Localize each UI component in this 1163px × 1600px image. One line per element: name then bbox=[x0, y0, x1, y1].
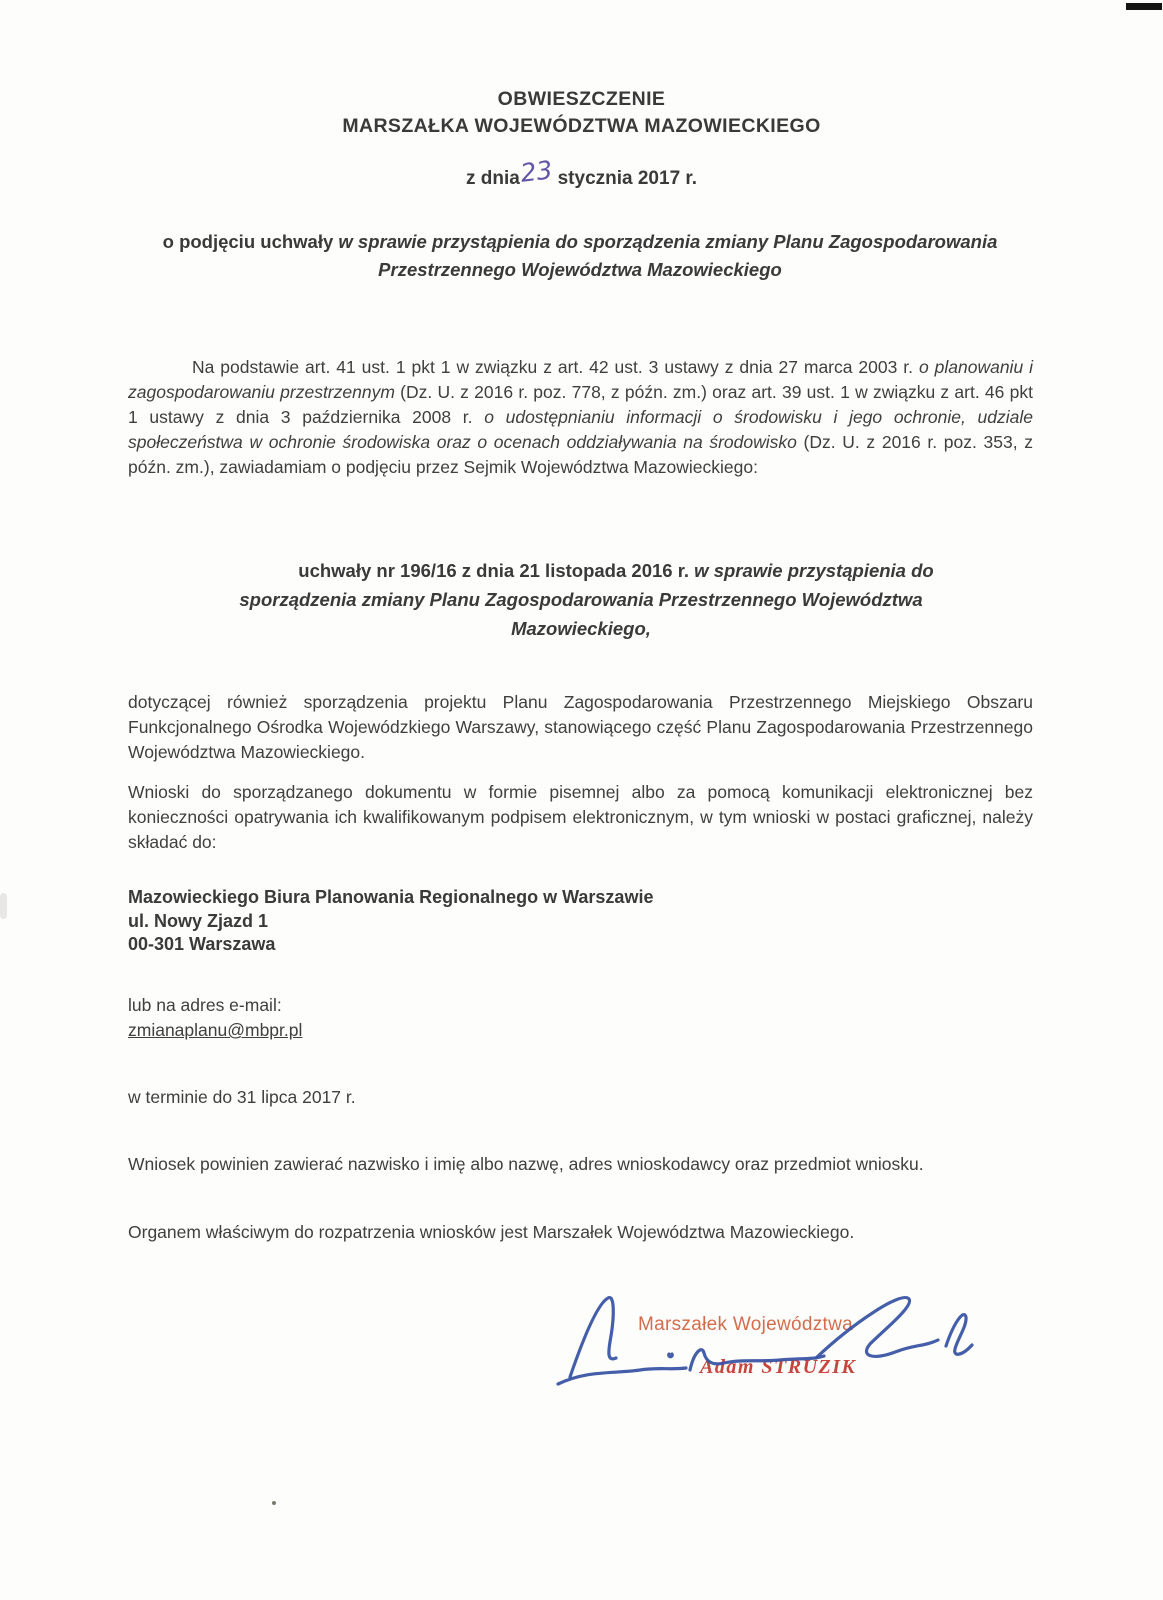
document-date-line bbox=[0, 155, 1163, 190]
resolution-regular-part: uchwały nr 196/16 z dnia 21 listopada 2016 r. bbox=[298, 560, 695, 581]
recipient-address-line1: Mazowieckiego Biura Planowania Regionalnego w Warszawie bbox=[128, 887, 654, 907]
handwritten-day: 23 bbox=[518, 155, 554, 188]
legal-basis-seg5: (Dz. U. z 2016 r. poz. 353, z późn. zm.), zawiadamiam o podjęciu przez Sejmik Województwa Mazowieckiego: bbox=[128, 432, 1034, 477]
legal-basis-paragraph bbox=[128, 355, 1033, 480]
recipient-address-block bbox=[128, 886, 653, 957]
email-address: zmianaplanu@mbpr.pl bbox=[128, 1020, 303, 1040]
resolution-italic-part: w sprawie przystąpienia do sporządzenia zmiany Planu Zagospodarowania Przestrzennego Województwa Mazowieckiego, bbox=[239, 560, 934, 639]
authority-line: Organem właściwym do rozpatrzenia wniosków jest Marszałek Województwa Mazowieckiego. bbox=[128, 1222, 855, 1242]
deadline-line: w terminie do 31 lipca 2017 r. bbox=[128, 1087, 356, 1107]
subject-italic-part: w sprawie przystąpienia do sporządzenia zmiany Planu Zagospodarowania Przestrzennego Województwa Mazowieckiego bbox=[338, 231, 998, 280]
date-suffix: stycznia 2017 r. bbox=[557, 168, 698, 189]
legal-basis-law1-title: o planowaniu i zagospodarowaniu przestrzennym bbox=[128, 357, 1034, 402]
resolution-heading bbox=[168, 556, 994, 643]
scope-paragraph: dotyczącej również sporządzenia projektu Planu Zagospodarowania Przestrzennego Miejskiego Obszaru Funkcjonalnego Ośrodka Wojewódzkiego Warszawy, stanowiącego część Planu Zagospodarowania Przestrzennego Województwa Mazowieckiego. bbox=[128, 692, 1033, 762]
signer-name: Adam STRUZIK bbox=[700, 1356, 857, 1378]
scan-artifact-smudge bbox=[0, 893, 7, 919]
legal-basis-seg1: Na podstawie art. 41 ust. 1 pkt 1 w związku z art. 42 ust. 3 ustawy z dnia 27 marca 2003 r. bbox=[192, 357, 919, 377]
recipient-address-line2: ul. Nowy Zjazd 1 bbox=[128, 910, 269, 931]
scan-artifact-dot bbox=[272, 1501, 276, 1505]
email-label: lub na adres e-mail: bbox=[128, 995, 282, 1015]
stamp-title: Marszałek Województwa bbox=[638, 1314, 854, 1335]
scan-artifact-bar bbox=[1126, 3, 1162, 10]
document-title-line1: OBWIESZCZENIE bbox=[497, 88, 666, 110]
document-title-line2: MARSZAŁKA WOJEWÓDZTWA MAZOWIECKIEGO bbox=[342, 115, 821, 137]
subject-heading bbox=[130, 228, 1030, 284]
signature-ink bbox=[552, 1282, 992, 1407]
submission-paragraph: Wnioski do sporządzanego dokumentu w formie pisemnej albo za pomocą komunikacji elektronicznej bez konieczności opatrywania ich kwalifikowanym podpisem elektronicznym, w tym wnioski w postaci graficznej, należy składać do: bbox=[128, 782, 1033, 852]
date-prefix: z dnia bbox=[465, 168, 520, 189]
document-header bbox=[0, 86, 1163, 140]
requirements-line: Wniosek powinien zawierać nazwisko i imię albo nazwę, adres wnioskodawcy oraz przedmiot wniosku. bbox=[128, 1154, 924, 1174]
subject-regular-part: o podjęciu uchwały bbox=[162, 231, 339, 252]
recipient-address-line3: 00-301 Warszawa bbox=[128, 934, 276, 954]
legal-basis-seg3: (Dz. U. z 2016 r. poz. 778, z późn. zm.) oraz art. 39 ust. 1 w związku z art. 46 pkt 1 ustawy z dnia 3 października 2008 r. bbox=[128, 382, 1033, 427]
signature-area bbox=[552, 1282, 992, 1407]
email-block bbox=[128, 993, 302, 1043]
legal-basis-law2-title: o udostępnianiu informacji o środowisku i jego ochronie, udziale społeczeństwa w ochronie środowiska oraz o ocenach oddziaływania na środowisko bbox=[128, 407, 1033, 452]
